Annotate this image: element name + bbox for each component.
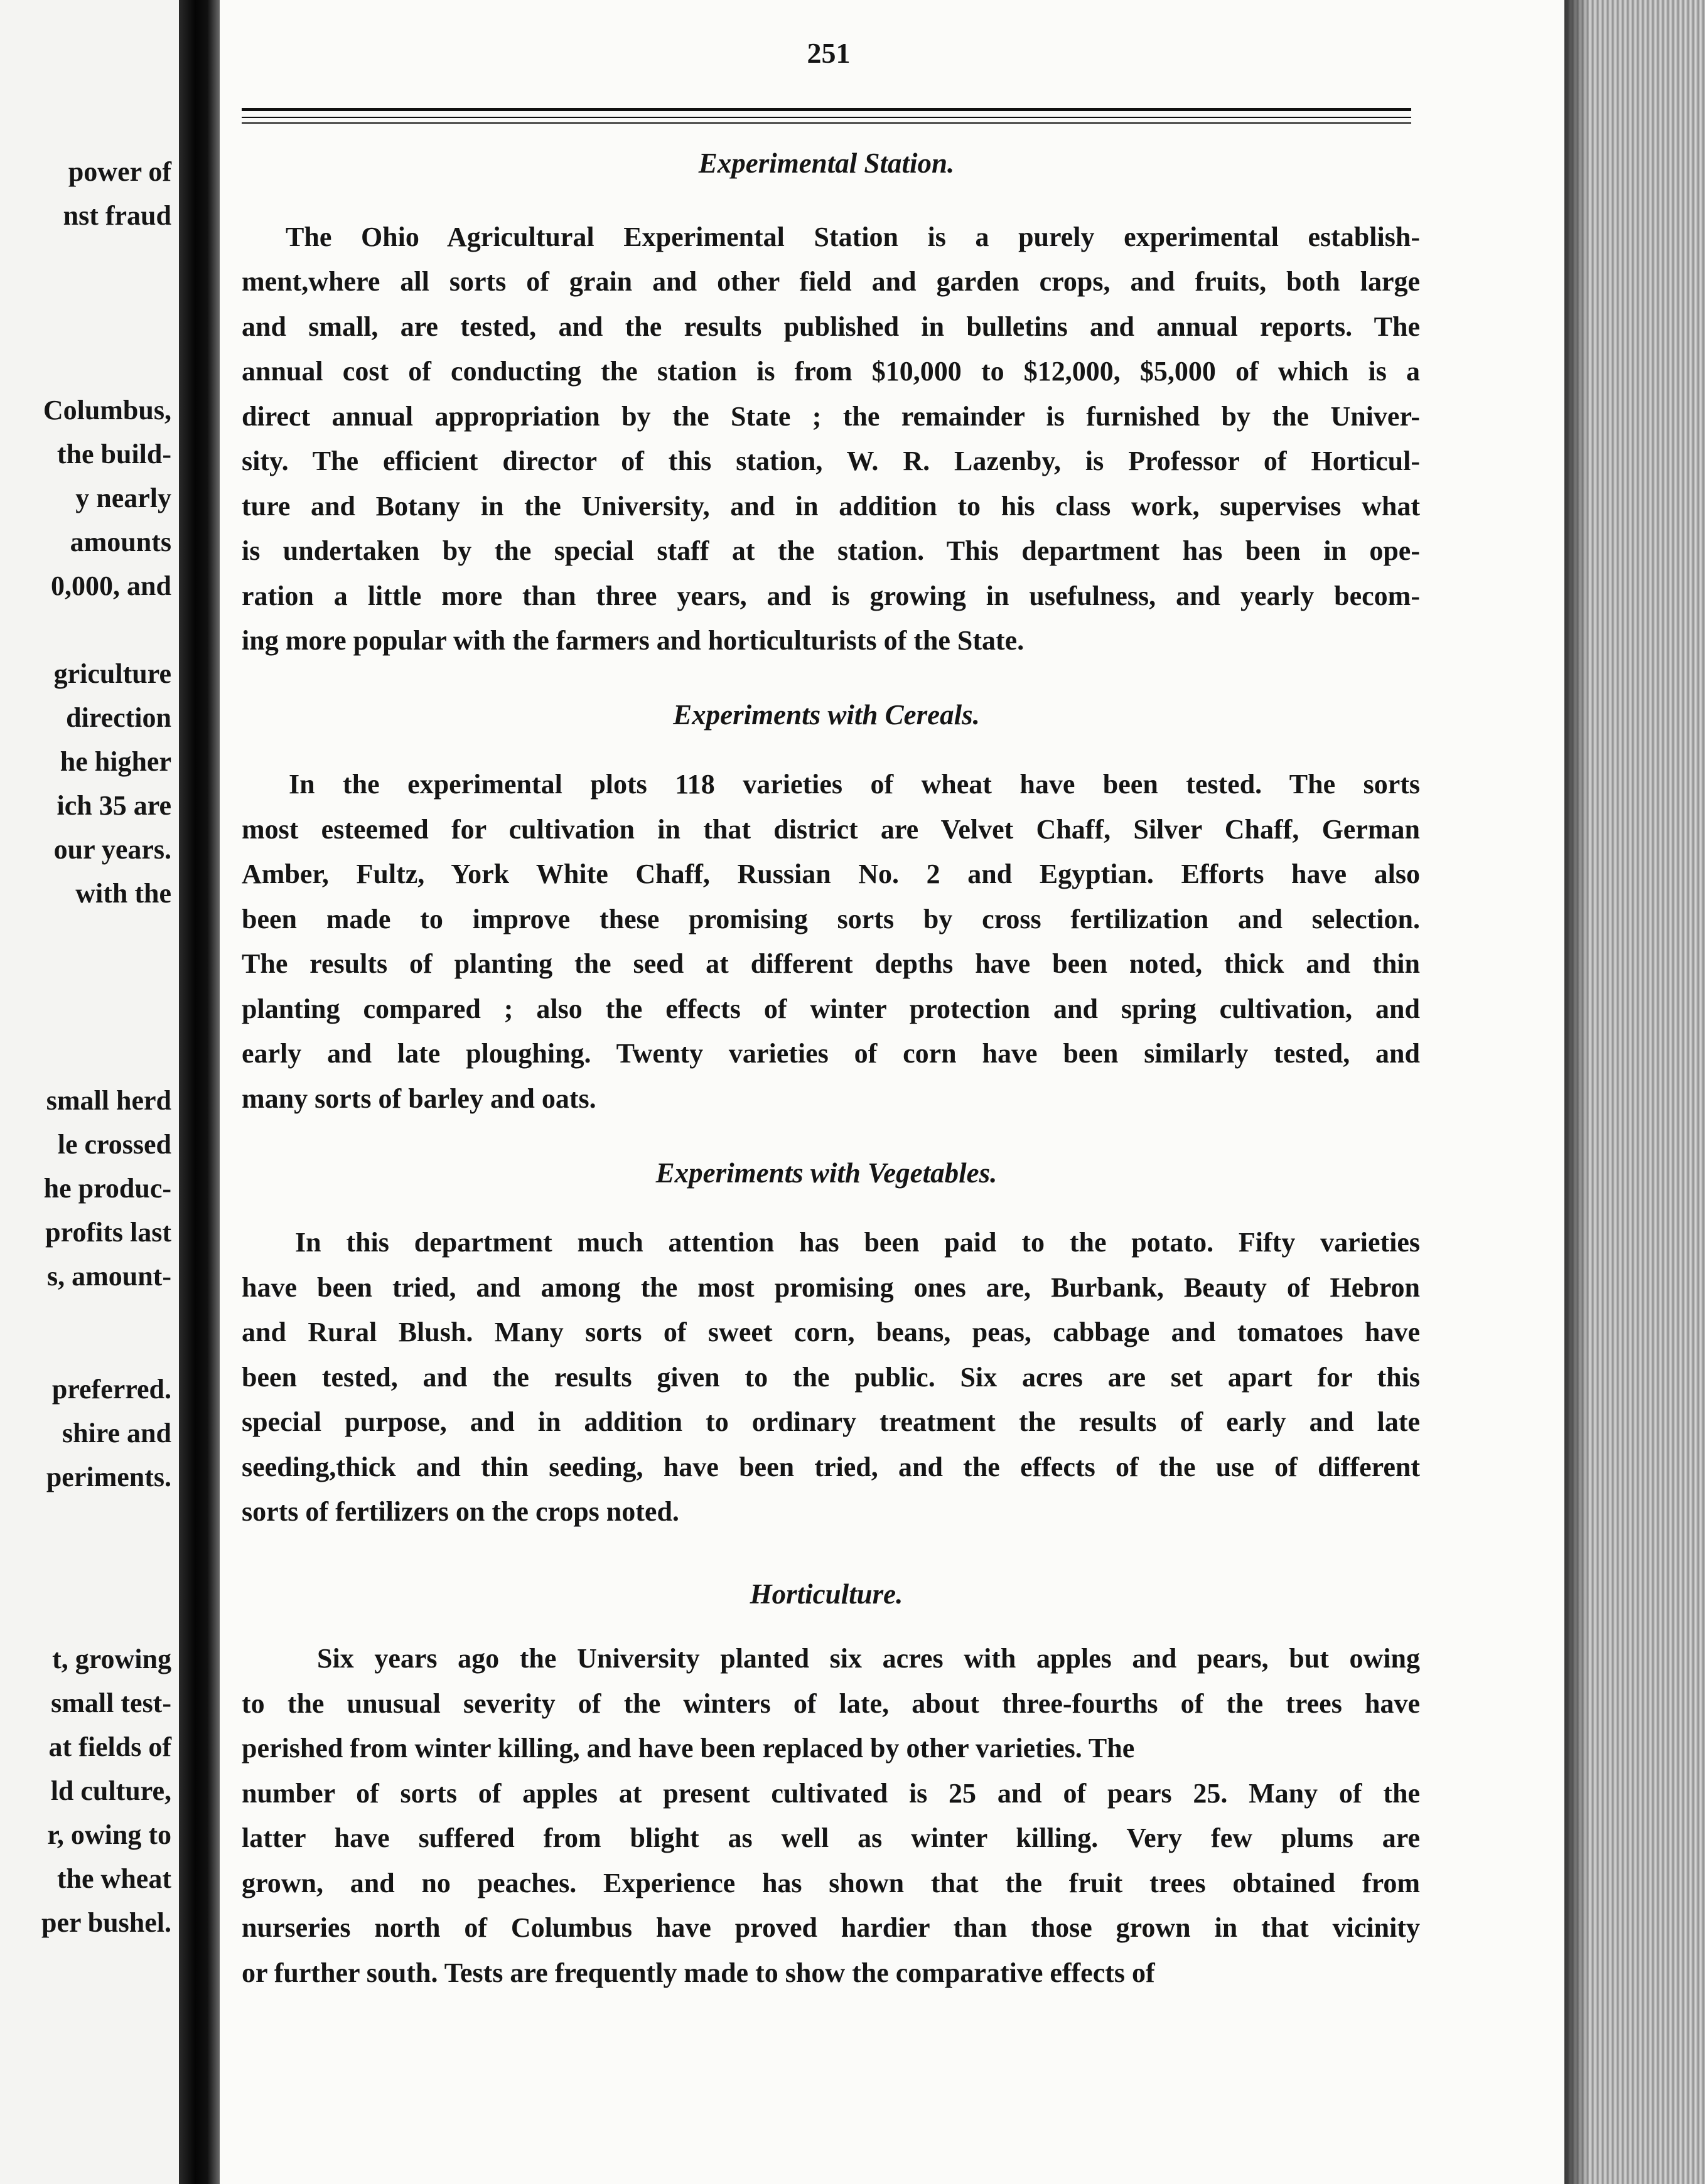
paragraph-line: been tested, and the results given to the public. Six acres are set apart for this bbox=[242, 1362, 1420, 1393]
left-page-line: small herd bbox=[46, 1085, 171, 1116]
header-rule bbox=[242, 117, 1411, 118]
left-page-line: small test- bbox=[51, 1688, 171, 1718]
paragraph-line: have been tried, and among the most promising ones are, Burbank, Beauty of Hebron bbox=[242, 1272, 1420, 1303]
paragraph-line: been made to improve these promising sorts by cross fertilization and selection. bbox=[242, 904, 1420, 934]
header-rule bbox=[242, 108, 1411, 111]
paragraph-line: annual cost of conducting the station is from $10,000 to $12,000, $5,000 of which is a bbox=[242, 356, 1420, 387]
paragraph-line: to the unusual severity of the winters of late, about three-fourths of the trees have bbox=[242, 1688, 1420, 1719]
paragraph-line: seeding,thick and thin seeding, have been tried, and the effects of the use of different bbox=[242, 1452, 1420, 1482]
left-page-line: our years. bbox=[53, 834, 171, 865]
left-page-line: ich 35 are bbox=[56, 790, 171, 821]
paragraph-line: Amber, Fultz, York White Chaff, Russian No. 2 and Egyptian. Efforts have also bbox=[242, 859, 1420, 889]
left-page-line: Columbus, bbox=[43, 395, 171, 426]
left-page-line: ld culture, bbox=[50, 1775, 171, 1806]
left-page-line: with the bbox=[75, 878, 171, 909]
section-heading: Experiments with Cereals. bbox=[673, 699, 980, 731]
paragraph-line: sorts of fertilizers on the crops noted. bbox=[242, 1496, 679, 1527]
left-page-line: y nearly bbox=[75, 483, 171, 513]
left-page-line: nst fraud bbox=[63, 200, 171, 231]
left-page-line: at fields of bbox=[48, 1732, 171, 1762]
paragraph-line: ration a little more than three years, and is growing in usefulness, and yearly becom- bbox=[242, 581, 1420, 611]
left-page-line: 0,000, and bbox=[51, 570, 171, 601]
left-page-line: periments. bbox=[46, 1462, 171, 1492]
paragraph-line: ing more popular with the farmers and horticulturists of the State. bbox=[242, 625, 1025, 656]
left-page-line: t, growing bbox=[52, 1644, 171, 1674]
paragraph-line: early and late ploughing. Twenty varieties of corn have been similarly tested, and bbox=[242, 1038, 1420, 1069]
left-page-line: the wheat bbox=[56, 1863, 171, 1894]
paragraph-line: is undertaken by the special staff at the station. This department has been in ope- bbox=[242, 535, 1420, 566]
paragraph-line: special purpose, and in addition to ordinary treatment the results of early and late bbox=[242, 1406, 1420, 1437]
paragraph-line: In the experimental plots 118 varieties of wheat have been tested. The sorts bbox=[289, 769, 1420, 800]
paragraph-line: In this department much attention has been paid to the potato. Fifty varieties bbox=[295, 1227, 1420, 1258]
section-heading: Horticulture. bbox=[750, 1578, 903, 1610]
left-page-line: griculture bbox=[53, 658, 171, 689]
left-page-line: r, owing to bbox=[47, 1819, 171, 1850]
paragraph-line: latter have suffered from blight as well as winter killing. Very few plums are bbox=[242, 1823, 1420, 1853]
left-page-line: preferred. bbox=[51, 1374, 171, 1405]
left-page-line: he higher bbox=[60, 746, 171, 777]
left-page-fragment bbox=[0, 0, 179, 2184]
paragraph-line: ture and Botany in the University, and in addition to his class work, supervises what bbox=[242, 491, 1420, 522]
header-rule bbox=[242, 122, 1411, 124]
paragraph-line: perished from winter killing, and have been replaced by other varieties. The bbox=[242, 1733, 1135, 1764]
left-page-line: per bushel. bbox=[41, 1907, 171, 1938]
paragraph-line: ment,where all sorts of grain and other field and garden crops, and fruits, both large bbox=[242, 266, 1420, 297]
page-edge-shadow bbox=[1564, 0, 1589, 2184]
paragraph-line: many sorts of barley and oats. bbox=[242, 1083, 596, 1114]
paragraph-line: The Ohio Agricultural Experimental Station is a purely experimental establish- bbox=[286, 222, 1420, 252]
paragraph-line: direct annual appropriation by the State ; the remainder is furnished by the Univer- bbox=[242, 401, 1420, 432]
paragraph-line: most esteemed for cultivation in that district are Velvet Chaff, Silver Chaff, German bbox=[242, 814, 1420, 845]
paragraph-line: Six years ago the University planted six acres with apples and pears, but owing bbox=[317, 1643, 1420, 1674]
left-page-line: direction bbox=[66, 702, 171, 733]
paragraph-line: or further south. Tests are frequently made to show the comparative effects of bbox=[242, 1957, 1155, 1988]
paragraph-line: sity. The efficient director of this station, W. R. Lazenby, is Professor of Horticul- bbox=[242, 446, 1420, 476]
paragraph-line: planting compared ; also the effects of winter protection and spring cultivation, and bbox=[242, 993, 1420, 1024]
paragraph-line: number of sorts of apples at present cultivated is 25 and of pears 25. Many of the bbox=[242, 1778, 1420, 1809]
left-page-line: amounts bbox=[70, 527, 171, 557]
section-heading: Experiments with Vegetables. bbox=[655, 1157, 998, 1189]
left-page-line: profits last bbox=[45, 1217, 171, 1248]
paragraph-line: nurseries north of Columbus have proved hardier than those grown in that vicinity bbox=[242, 1912, 1420, 1943]
left-page-line: shire and bbox=[62, 1418, 171, 1448]
paragraph-line: and Rural Blush. Many sorts of sweet corn, beans, peas, cabbage and tomatoes have bbox=[242, 1317, 1420, 1347]
book-gutter bbox=[179, 0, 220, 2184]
page-number: 251 bbox=[807, 37, 851, 69]
left-page-line: s, amount- bbox=[46, 1261, 171, 1292]
paragraph-line: grown, and no peaches. Experience has shown that the fruit trees obtained from bbox=[242, 1868, 1420, 1898]
left-page-line: power of bbox=[68, 156, 171, 187]
paragraph-line: The results of planting the seed at different depths have been noted, thick and thin bbox=[242, 948, 1420, 979]
left-page-line: the build- bbox=[56, 439, 171, 469]
paragraph-line: and small, are tested, and the results published in bulletins and annual reports. The bbox=[242, 311, 1420, 342]
section-heading: Experimental Station. bbox=[698, 147, 955, 179]
left-page-line: le crossed bbox=[57, 1129, 171, 1160]
left-page-line: he produc- bbox=[43, 1173, 171, 1204]
